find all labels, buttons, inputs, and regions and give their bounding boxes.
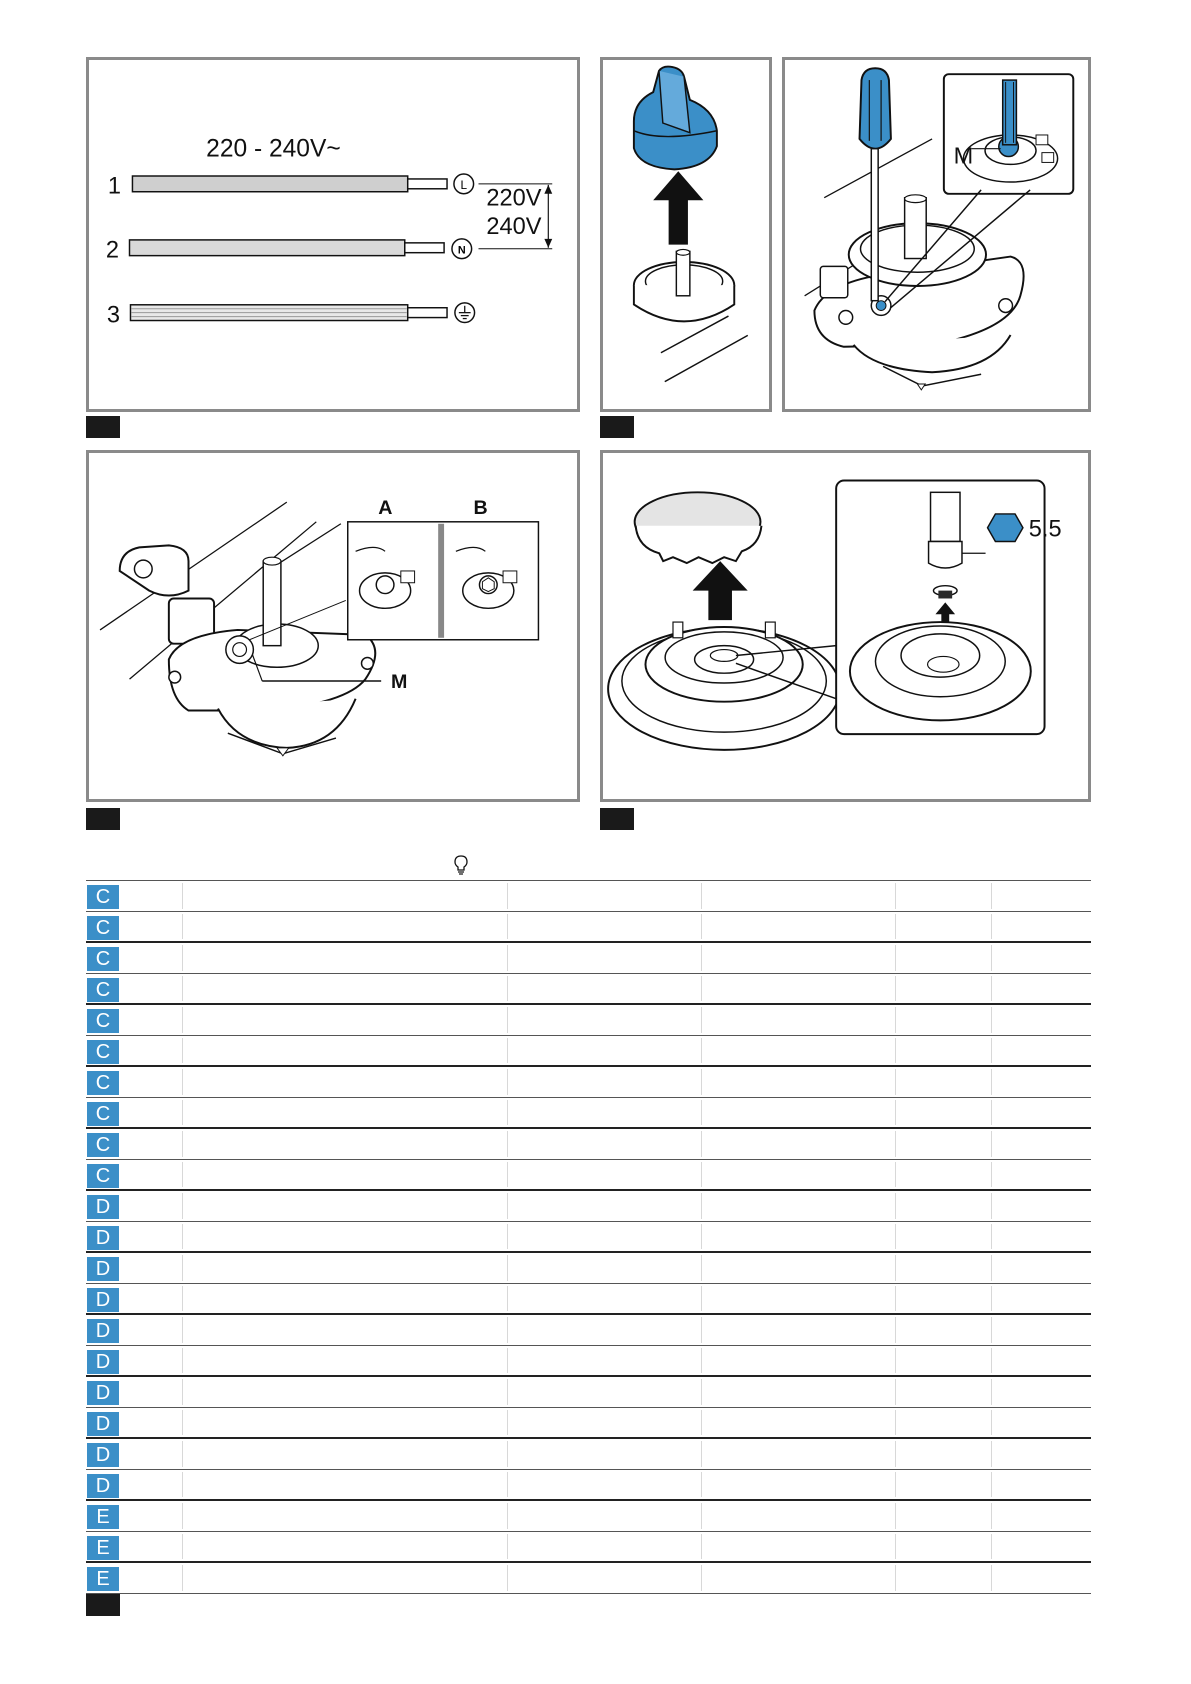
column-divider [895,1007,896,1033]
column-divider [182,976,183,1001]
column-divider [991,1472,992,1497]
variant-inset [348,522,539,640]
column-divider [991,1255,992,1281]
bracket-label-voltage: 240V [486,213,542,240]
column-divider [895,1410,896,1435]
label-m: M [390,670,408,693]
column-divider [507,1100,508,1125]
gas-valve-body [814,195,1023,390]
column-divider [895,1224,896,1249]
row-category-badge: D [87,1381,119,1405]
column-divider [182,1255,183,1281]
row-category-badge: E [87,1505,119,1529]
svg-text:N: N [457,244,466,257]
table-row [86,1501,1091,1532]
knob-illustration [603,60,769,409]
column-divider [701,1131,702,1157]
column-divider [182,1286,183,1311]
column-divider [507,1472,508,1497]
figure-number-tag [600,808,634,830]
column-divider [991,1441,992,1467]
terminal-n-icon [452,239,472,259]
column-divider [895,1038,896,1063]
column-divider [507,1255,508,1281]
row-category-badge: D [87,1412,119,1436]
column-divider [182,1472,183,1497]
column-divider [701,945,702,971]
figure-wiring [86,57,580,412]
column-divider [701,1348,702,1373]
column-divider [701,1317,702,1343]
column-divider [991,1348,992,1373]
table-row [86,1439,1091,1470]
column-divider [895,1534,896,1559]
table-row [86,1129,1091,1160]
figure-number-tag [86,1594,120,1616]
wiring-diagram [89,60,577,409]
table-row [86,1253,1091,1284]
label-b: B [473,496,488,519]
wire-2-core [405,243,444,253]
column-divider [507,1038,508,1063]
column-divider [507,1534,508,1559]
column-divider [991,1162,992,1187]
column-divider [182,1503,183,1529]
column-divider [895,1193,896,1219]
column-divider [701,1472,702,1497]
table-row [86,1315,1091,1346]
column-divider [701,1255,702,1281]
row-category-badge: C [87,1071,119,1095]
column-divider [701,1565,702,1591]
column-divider [701,1162,702,1187]
wire-1-insulation [132,176,407,192]
column-divider [182,914,183,939]
column-divider [182,1193,183,1219]
column-divider [991,1565,992,1591]
column-divider [895,976,896,1001]
wire-number: 2 [105,236,120,263]
column-divider [991,1534,992,1559]
column-divider [991,1379,992,1405]
column-divider [991,1069,992,1095]
row-category-badge: C [87,1164,119,1188]
figure-screwdriver-adjust [782,57,1091,412]
row-category-badge: D [87,1226,119,1250]
column-divider [507,883,508,909]
column-divider [991,1503,992,1529]
column-divider [895,1472,896,1497]
valve-variants-illustration [89,453,577,799]
column-divider [701,914,702,939]
gas-valve-body [120,545,376,755]
row-category-badge: C [87,885,119,909]
column-divider [991,914,992,939]
bracket-label-voltage: 220V [486,184,542,211]
figure-burner-injector [600,450,1091,802]
table-row [86,1408,1091,1439]
table-row [86,881,1091,912]
table-row [86,1160,1091,1191]
column-divider [507,1069,508,1095]
row-category-badge: C [87,916,119,940]
column-divider [701,1007,702,1033]
column-divider [182,1441,183,1467]
column-divider [507,976,508,1001]
terminal-l-icon [454,174,474,194]
column-divider [895,1503,896,1529]
column-divider [991,945,992,971]
label-a: A [378,496,393,519]
label-m: M [953,142,974,169]
table-row [86,1377,1091,1408]
row-category-badge: E [87,1536,119,1560]
column-divider [701,1410,702,1435]
table-row [86,974,1091,1005]
column-divider [991,883,992,909]
row-category-badge: C [87,1133,119,1157]
control-knob-icon [634,67,717,170]
column-divider [701,1224,702,1249]
column-divider [182,1131,183,1157]
column-divider [991,1286,992,1311]
column-divider [895,1162,896,1187]
column-divider [507,1503,508,1529]
row-category-badge: C [87,947,119,971]
column-divider [701,1100,702,1125]
figure-number-tag [86,808,120,830]
table-row [86,1470,1091,1501]
column-divider [701,1038,702,1063]
column-divider [701,1379,702,1405]
column-divider [182,1224,183,1249]
column-divider [991,1193,992,1219]
column-divider [182,1379,183,1405]
wire-1-core [408,179,447,189]
column-divider [701,883,702,909]
column-divider [507,1348,508,1373]
table-row [86,1067,1091,1098]
column-divider [895,1441,896,1467]
row-category-badge: C [87,1009,119,1033]
column-divider [182,1069,183,1095]
column-divider [507,1162,508,1187]
column-divider [507,1286,508,1311]
column-divider [507,945,508,971]
column-divider [991,1410,992,1435]
column-divider [895,1348,896,1373]
hex-size-icon [988,514,1023,542]
column-divider [991,1100,992,1125]
column-divider [507,914,508,939]
column-divider [895,1069,896,1095]
voltage-title: 220 - 240V~ [206,135,341,163]
row-category-badge: C [87,978,119,1002]
column-divider [701,1534,702,1559]
column-divider [991,1317,992,1343]
gas-data-table [86,850,1091,1594]
bulb-icon [452,854,470,881]
column-divider [895,1100,896,1125]
table-row [86,1563,1091,1594]
table-row [86,1005,1091,1036]
row-category-badge: E [87,1567,119,1591]
knob-socket [634,249,734,321]
figure-valve-variants [86,450,580,802]
table-row [86,912,1091,943]
column-divider [701,1193,702,1219]
column-divider [895,1317,896,1343]
ground-icon [455,303,475,323]
hex-size-label: 5.5 [1028,515,1062,542]
wire-3-core [408,308,447,318]
column-divider [895,1131,896,1157]
row-category-badge: D [87,1257,119,1281]
column-divider [182,1565,183,1591]
column-divider [182,945,183,971]
column-divider [507,1224,508,1249]
row-category-badge: D [87,1319,119,1343]
table-row [86,1191,1091,1222]
column-divider [507,1193,508,1219]
row-category-badge: D [87,1350,119,1374]
table-row [86,1222,1091,1253]
column-divider [701,1441,702,1467]
column-divider [182,1007,183,1033]
wire-3-insulation [130,305,407,321]
row-category-badge: D [87,1443,119,1467]
row-category-badge: D [87,1288,119,1312]
arrow-up-icon [653,171,703,244]
column-divider [991,976,992,1001]
column-divider [991,1224,992,1249]
column-divider [895,945,896,971]
table-row [86,1346,1091,1377]
column-divider [507,1410,508,1435]
table-body [86,881,1091,1594]
wire-number: 1 [107,172,121,199]
column-divider [991,1131,992,1157]
column-divider [182,1410,183,1435]
figure-knob-removal [600,57,772,412]
valve-adjust-illustration [785,60,1088,409]
column-divider [895,1286,896,1311]
column-divider [507,1317,508,1343]
column-divider [182,1348,183,1373]
svg-text:L: L [460,178,468,192]
column-divider [182,1038,183,1063]
column-divider [701,1069,702,1095]
column-divider [182,883,183,909]
arrow-up-icon [693,561,748,620]
column-divider [895,1255,896,1281]
column-divider [182,1317,183,1343]
column-divider [182,1100,183,1125]
table-row [86,1532,1091,1563]
column-divider [895,1565,896,1591]
row-category-badge: C [87,1040,119,1064]
column-divider [991,1007,992,1033]
wire-2-insulation [129,240,404,256]
table-row [86,1284,1091,1315]
column-divider [507,1565,508,1591]
column-divider [182,1534,183,1559]
row-category-badge: C [87,1102,119,1126]
figure-number-tag [86,416,120,438]
column-divider [701,1286,702,1311]
column-divider [507,1441,508,1467]
column-divider [991,1038,992,1063]
figure-number-tag [600,416,634,438]
wire-number: 3 [106,301,121,328]
row-category-badge: D [87,1195,119,1219]
column-divider [701,1503,702,1529]
column-divider [895,1379,896,1405]
burner-base [608,622,840,750]
column-divider [507,1007,508,1033]
table-header [86,850,1091,881]
column-divider [182,1162,183,1187]
column-divider [701,976,702,1001]
burner-illustration [603,453,1088,799]
table-row [86,943,1091,974]
row-category-badge: D [87,1474,119,1498]
table-row [86,1098,1091,1129]
table-row [86,1036,1091,1067]
column-divider [507,1379,508,1405]
burner-cap [635,492,762,563]
column-divider [895,914,896,939]
column-divider [895,883,896,909]
column-divider [507,1131,508,1157]
